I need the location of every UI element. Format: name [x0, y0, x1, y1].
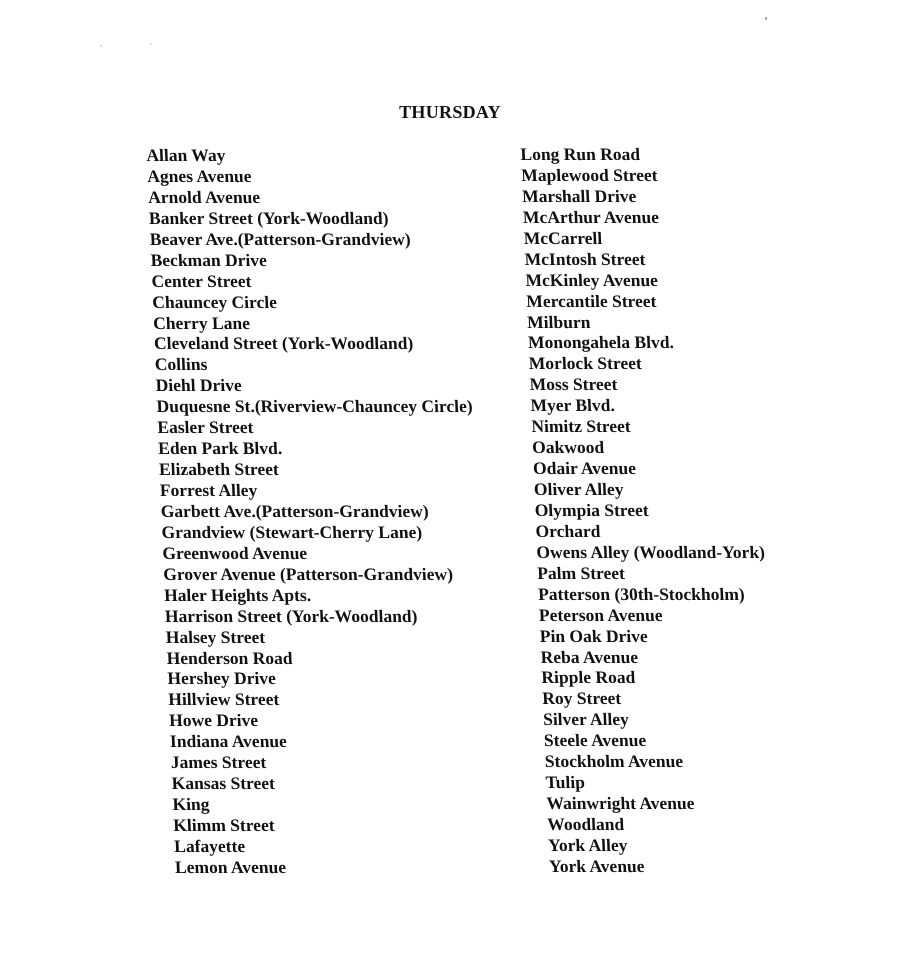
street-name: Roy Street: [541, 688, 622, 709]
street-name: Morlock Street: [528, 353, 643, 374]
street-name: Peterson Avenue: [538, 604, 663, 625]
street-name: Tulip: [545, 772, 586, 793]
street-name: Nimitz Street: [530, 416, 632, 437]
street-name: Cleveland Street (York-Woodland): [153, 333, 414, 354]
street-name: Henderson Road: [166, 647, 293, 668]
street-name: Cherry Lane: [152, 312, 251, 333]
street-name: Diehl Drive: [155, 375, 243, 396]
street-name: Halsey Street: [165, 626, 266, 647]
street-name: McCarrell: [523, 227, 603, 248]
street-name: Moss Street: [529, 374, 618, 395]
street-name: Indiana Avenue: [169, 731, 288, 752]
street-name: Allan Way: [146, 145, 226, 165]
street-name: Olympia Street: [534, 499, 650, 520]
street-name: Lemon Avenue: [174, 856, 287, 877]
street-name: Elizabeth Street: [158, 459, 280, 480]
street-name: Arnold Avenue: [147, 186, 261, 207]
street-name: Garbett Ave.(Patterson-Grandview): [160, 500, 430, 521]
page-title: THURSDAY: [399, 102, 501, 122]
street-name: Grandview (Stewart-Cherry Lane): [161, 521, 423, 542]
street-name: Monongahela Blvd.: [527, 332, 675, 353]
street-name: Oakwood: [531, 437, 605, 458]
street-name: Odair Avenue: [532, 458, 637, 479]
street-name: Collins: [154, 354, 208, 375]
street-name: Wainwright Avenue: [546, 793, 695, 814]
street-name: Stockholm Avenue: [544, 751, 684, 772]
street-name: Howe Drive: [168, 710, 259, 731]
street-name: Palm Street: [536, 562, 626, 583]
street-name: Patterson (30th-Stockholm): [537, 583, 746, 604]
street-name: Forrest Alley: [159, 480, 258, 500]
street-name: Hillview Street: [167, 689, 280, 710]
street-name: Easler Street: [156, 417, 254, 438]
street-name: Duquesne St.(Riverview-Chauncey Circle): [156, 396, 474, 417]
street-name: York Avenue: [548, 855, 645, 876]
street-name: Center Street: [151, 270, 252, 291]
street-name: Mercantile Street: [525, 290, 657, 311]
scan-speck: [765, 17, 767, 20]
street-name: McArthur Avenue: [522, 206, 660, 227]
street-name: Klimm Street: [172, 815, 275, 835]
street-name: King: [172, 794, 210, 815]
street-name: Chauncey Circle: [151, 291, 278, 312]
street-name: Hershey Drive: [167, 668, 277, 689]
street-name: Pin Oak Drive: [539, 625, 649, 646]
street-name: Beckman Drive: [150, 249, 268, 270]
street-name: McIntosh Street: [524, 248, 646, 269]
street-name: Milburn: [526, 311, 591, 332]
street-list-left: [146, 145, 492, 878]
street-name: Oliver Alley: [533, 479, 624, 499]
street-name: York Alley: [547, 834, 628, 855]
street-name: James Street: [170, 752, 267, 773]
street-name: Steele Avenue: [543, 730, 647, 751]
street-name: Haler Heights Apts.: [163, 584, 312, 605]
street-list-right: [520, 144, 778, 877]
street-name: Marshall Drive: [521, 185, 637, 206]
street-name: Eden Park Blvd.: [157, 438, 283, 459]
street-name: Maplewood Street: [520, 164, 658, 185]
scan-speck: [150, 43, 152, 45]
street-name: Kansas Street: [171, 773, 276, 794]
street-name: Beaver Ave.(Patterson-Grandview): [149, 228, 411, 249]
street-name: Banker Street (York-Woodland): [148, 207, 389, 228]
street-name: Lafayette: [173, 835, 246, 856]
street-name: Myer Blvd.: [530, 395, 616, 416]
street-name: Woodland: [546, 814, 625, 834]
street-name: Harrison Street (York-Woodland): [164, 605, 418, 626]
scan-speck: [100, 45, 102, 47]
street-name: Reba Avenue: [540, 646, 639, 667]
street-name: Grover Avenue (Patterson-Grandview): [162, 563, 454, 584]
street-name: Greenwood Avenue: [161, 542, 308, 563]
street-name: Agnes Avenue: [146, 165, 252, 186]
street-name: Orchard: [535, 520, 601, 541]
street-name: Owens Alley (Woodland-York): [535, 541, 766, 562]
street-name: Ripple Road: [541, 667, 636, 688]
street-name: Silver Alley: [542, 709, 630, 730]
street-name: McKinley Avenue: [525, 269, 659, 290]
street-name: Long Run Road: [520, 144, 641, 164]
